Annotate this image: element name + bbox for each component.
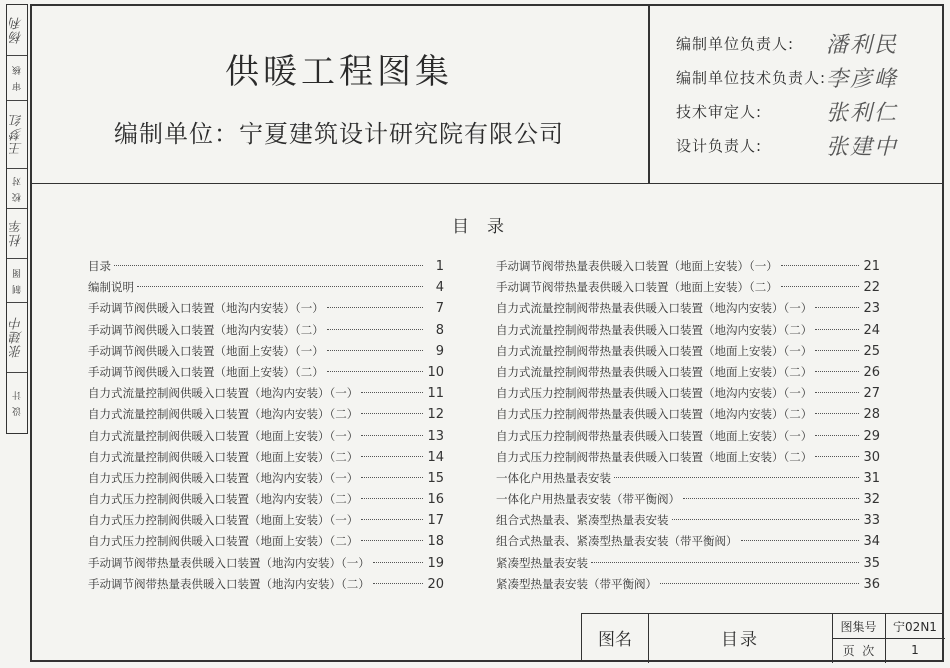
toc-leader-dots	[614, 477, 859, 478]
toc-entry-title: 手动调节阀供暖入口装置（地面上安装）（一）	[88, 343, 324, 358]
toc-entry-title: 目录	[88, 259, 111, 273]
toc-entry[interactable]	[88, 279, 444, 300]
toc-entry[interactable]	[88, 343, 444, 364]
toc-leader-dots	[361, 498, 423, 499]
side-approval-strip	[6, 4, 28, 434]
toc-entry-page: 27	[863, 386, 880, 402]
toc-entry-title: 自力式流量控制阀带热量表供暖入口装置（地沟内安装）（一）	[496, 301, 813, 316]
toc-entry[interactable]	[496, 533, 880, 554]
toc-entry[interactable]	[88, 491, 444, 512]
toc-entry-title: 一体化户用热量表安装（带平衡阀）	[496, 492, 680, 507]
toc-entry[interactable]	[496, 300, 880, 321]
toc-leader-dots	[781, 265, 859, 266]
side-cell	[7, 5, 27, 56]
toc-leader-dots	[741, 540, 860, 541]
toc-entry[interactable]	[496, 343, 880, 364]
toc-entry-page: 4	[435, 280, 444, 296]
toc-leader-dots	[137, 286, 423, 287]
toc-entry-page: 24	[863, 322, 880, 338]
atlas-title: 供暖工程图集	[225, 52, 453, 92]
toc-entry-title: 自力式压力控制阀带热量表供暖入口装置（地沟内安装）（二）	[496, 407, 813, 422]
toc-entry-title: 自力式压力控制阀供暖入口装置（地面上安装）（一）	[88, 513, 359, 528]
toc-leader-dots	[815, 435, 859, 436]
toc-entry-title: 自力式流量控制阀供暖入口装置（地面上安装）（二）	[88, 449, 359, 464]
toc-entry-title: 自力式流量控制阀带热量表供暖入口装置（地沟内安装）（二）	[496, 322, 813, 337]
toc-entry[interactable]	[88, 322, 444, 343]
toc-entry-page: 12	[427, 407, 444, 423]
toc-entry-title: 自力式压力控制阀供暖入口装置（地面上安装）（二）	[88, 534, 359, 549]
toc-entry-page: 23	[863, 301, 880, 317]
side-cell	[7, 302, 27, 373]
toc-entry[interactable]	[88, 385, 444, 406]
responsible-signature: 张利仁	[826, 100, 899, 126]
toc-entry-title: 手动调节阀带热量表供暖入口装置（地面上安装）（二）	[496, 280, 778, 295]
toc-leader-dots	[114, 265, 423, 266]
toc-entry[interactable]	[496, 258, 880, 279]
page-number-value: 1	[911, 643, 919, 657]
responsible-signature: 潘利民	[826, 32, 899, 58]
toc-entry-page: 8	[435, 322, 444, 338]
toc-entry-title: 自力式流量控制阀带热量表供暖入口装置（地面上安装）（二）	[496, 364, 813, 379]
toc-entry-page: 13	[427, 428, 444, 444]
side-cell	[7, 55, 27, 101]
side-cell	[7, 208, 27, 259]
toc-entry-page: 31	[863, 470, 880, 486]
toc-entry-title: 自力式流量控制阀带热量表供暖入口装置（地面上安装）（一）	[496, 343, 813, 358]
toc-entry-title: 自力式流量控制阀供暖入口装置（地面上安装）（一）	[88, 428, 359, 443]
toc-entry-title: 自力式流量控制阀供暖入口装置（地沟内安装）（二）	[88, 407, 359, 422]
toc-leader-dots	[781, 286, 859, 287]
toc-entry[interactable]	[88, 470, 444, 491]
responsible-label: 编制单位负责人:	[676, 34, 795, 53]
toc-entry-title: 组合式热量表、紧凑型热量表安装（带平衡阀）	[496, 534, 738, 549]
toc-leader-dots	[815, 371, 859, 372]
toc-entry-title: 一体化户用热量表安装	[496, 470, 611, 485]
side-role-label: 制 图	[12, 266, 23, 294]
toc-entry[interactable]	[88, 555, 444, 576]
toc-entry[interactable]	[496, 279, 880, 300]
toc-leader-dots	[327, 307, 423, 308]
toc-entry-page: 28	[863, 407, 880, 423]
toc-entry-page: 14	[427, 449, 444, 465]
toc-entry-title: 自力式压力控制阀带热量表供暖入口装置（地沟内安装）（一）	[496, 386, 813, 401]
toc-leader-dots	[361, 413, 423, 414]
toc-entry-page: 35	[863, 555, 880, 571]
toc-entry-page: 33	[863, 513, 880, 529]
toc-leader-dots	[361, 519, 423, 520]
toc-entry[interactable]	[88, 364, 444, 385]
toc-entry-title: 紧凑型热量表安装（带平衡阀）	[496, 576, 657, 591]
toc-right-column	[496, 258, 880, 597]
toc-entry-page: 1	[435, 259, 444, 274]
toc-entry[interactable]	[496, 364, 880, 385]
drawing-name-label: 图名	[598, 630, 632, 650]
toc-leader-dots	[815, 350, 859, 351]
side-cell	[7, 100, 27, 169]
toc-entry[interactable]	[88, 406, 444, 427]
toc-entry[interactable]	[496, 428, 880, 449]
toc-entry[interactable]	[496, 555, 880, 576]
toc-entry[interactable]	[496, 385, 880, 406]
toc-entry-page: 36	[863, 576, 880, 592]
toc-entry-title: 手动调节阀带热量表供暖入口装置（地沟内安装）（一）	[88, 555, 370, 570]
side-signature: 杜军	[9, 219, 25, 247]
side-cell	[7, 168, 27, 209]
side-signature: 王梦红	[9, 113, 25, 155]
toc-entry-page: 29	[863, 428, 880, 444]
toc-entry-title: 自力式压力控制阀带热量表供暖入口装置（地面上安装）（二）	[496, 449, 813, 464]
toc-leader-dots	[373, 562, 423, 563]
toc-entry[interactable]	[496, 576, 880, 597]
toc-entry[interactable]	[88, 428, 444, 449]
toc-entry-title: 自力式压力控制阀供暖入口装置（地沟内安装）（二）	[88, 492, 359, 507]
toc-entry-page: 15	[427, 470, 444, 486]
atlas-number-label: 图集号	[840, 619, 877, 634]
toc-entry[interactable]	[88, 300, 444, 321]
side-signature: 张建中	[9, 316, 25, 358]
toc-entry-page: 9	[435, 343, 444, 359]
toc-entry-page: 16	[427, 492, 444, 508]
organization-line: 编制单位：宁夏建筑设计研究院有限公司	[114, 120, 564, 148]
toc-entry-page: 11	[427, 386, 444, 402]
toc-leader-dots	[361, 540, 423, 541]
toc-leader-dots	[815, 329, 859, 330]
toc-entry-page: 10	[427, 364, 444, 380]
toc-entry[interactable]	[496, 491, 880, 512]
responsible-row	[676, 128, 898, 162]
page-number-label: 页 次	[842, 643, 875, 658]
responsible-row	[676, 60, 898, 94]
toc-left-column	[88, 258, 444, 597]
toc-entry[interactable]	[88, 533, 444, 554]
toc-entry-title: 紧凑型热量表安装	[496, 555, 588, 570]
toc-entry-page: 19	[427, 555, 444, 571]
toc-entry-title: 手动调节阀供暖入口装置（地沟内安装）（一）	[88, 301, 324, 316]
toc-entry-page: 21	[863, 259, 880, 274]
toc-entry[interactable]	[88, 258, 444, 279]
toc-leader-dots	[361, 456, 423, 457]
side-role-label: 审 核	[12, 64, 23, 91]
side-cell	[7, 258, 27, 303]
responsible-signature: 李彦峰	[826, 66, 899, 92]
toc-entry-title: 手动调节阀供暖入口装置（地面上安装）（二）	[88, 364, 324, 379]
toc-leader-dots	[361, 435, 423, 436]
toc-entry-title: 自力式压力控制阀带热量表供暖入口装置（地面上安装）（一）	[496, 428, 813, 443]
toc-leader-dots	[373, 583, 423, 584]
toc-leader-dots	[327, 329, 423, 330]
toc-leader-dots	[815, 392, 859, 393]
atlas-number-value: 宁02N1	[893, 619, 937, 634]
side-cell	[7, 372, 27, 433]
toc-leader-dots	[815, 456, 859, 457]
toc-entry-page: 26	[863, 364, 880, 380]
toc-leader-dots	[660, 583, 859, 584]
side-role-label: 设 计	[12, 389, 23, 416]
toc-entry[interactable]	[496, 512, 880, 533]
responsible-row	[676, 94, 898, 128]
toc-entry[interactable]	[88, 576, 444, 597]
toc-leader-dots	[672, 519, 860, 520]
responsible-label: 编制单位技术负责人:	[676, 68, 827, 87]
drawing-name-value: 目录	[721, 630, 759, 650]
header-divider	[648, 4, 650, 184]
responsible-list	[676, 26, 898, 162]
toc-entry-title: 组合式热量表、紧凑型热量表安装	[496, 513, 669, 528]
toc-title: 目录	[452, 217, 522, 237]
toc-entry-page: 17	[427, 513, 444, 529]
toc-leader-dots	[591, 562, 859, 563]
responsible-signature: 张建中	[826, 134, 899, 160]
toc-entry[interactable]	[88, 449, 444, 470]
toc-entry[interactable]	[496, 406, 880, 427]
toc-leader-dots	[327, 371, 423, 372]
toc-entry-page: 7	[435, 301, 444, 317]
toc-entry-page: 34	[863, 534, 880, 550]
toc-entry[interactable]	[496, 322, 880, 343]
toc-entry-title: 手动调节阀带热量表供暖入口装置（地面上安装）（一）	[496, 259, 778, 273]
toc-leader-dots	[361, 477, 423, 478]
responsible-label: 设计负责人:	[676, 136, 763, 155]
toc-leader-dots	[815, 413, 859, 414]
toc-entry[interactable]	[496, 470, 880, 491]
side-role-label: 校 对	[12, 174, 23, 202]
toc-entry-page: 25	[863, 343, 880, 359]
toc-entry[interactable]	[88, 512, 444, 533]
toc-entry-title: 自力式压力控制阀供暖入口装置（地沟内安装）（一）	[88, 470, 359, 485]
toc-entry-page: 30	[863, 449, 880, 465]
toc-entry[interactable]	[496, 449, 880, 470]
toc-entry-page: 20	[427, 576, 444, 592]
toc-entry-page: 18	[427, 534, 444, 550]
toc-entry-title: 手动调节阀供暖入口装置（地沟内安装）（二）	[88, 322, 324, 337]
title-block	[581, 613, 944, 662]
side-signature: 杨利	[9, 16, 25, 44]
toc-leader-dots	[327, 350, 423, 351]
toc-entry-title: 手动调节阀带热量表供暖入口装置（地沟内安装）（二）	[88, 576, 370, 591]
responsible-label: 技术审定人:	[676, 102, 763, 121]
toc-leader-dots	[683, 498, 859, 499]
toc-entry-title: 编制说明	[88, 280, 134, 295]
toc-entry-page: 22	[863, 280, 880, 296]
toc-entry-page: 32	[863, 492, 880, 508]
toc-leader-dots	[815, 307, 859, 308]
toc-entry-title: 自力式流量控制阀供暖入口装置（地沟内安装）（一）	[88, 386, 359, 401]
toc-leader-dots	[361, 392, 423, 393]
responsible-row	[676, 26, 898, 60]
